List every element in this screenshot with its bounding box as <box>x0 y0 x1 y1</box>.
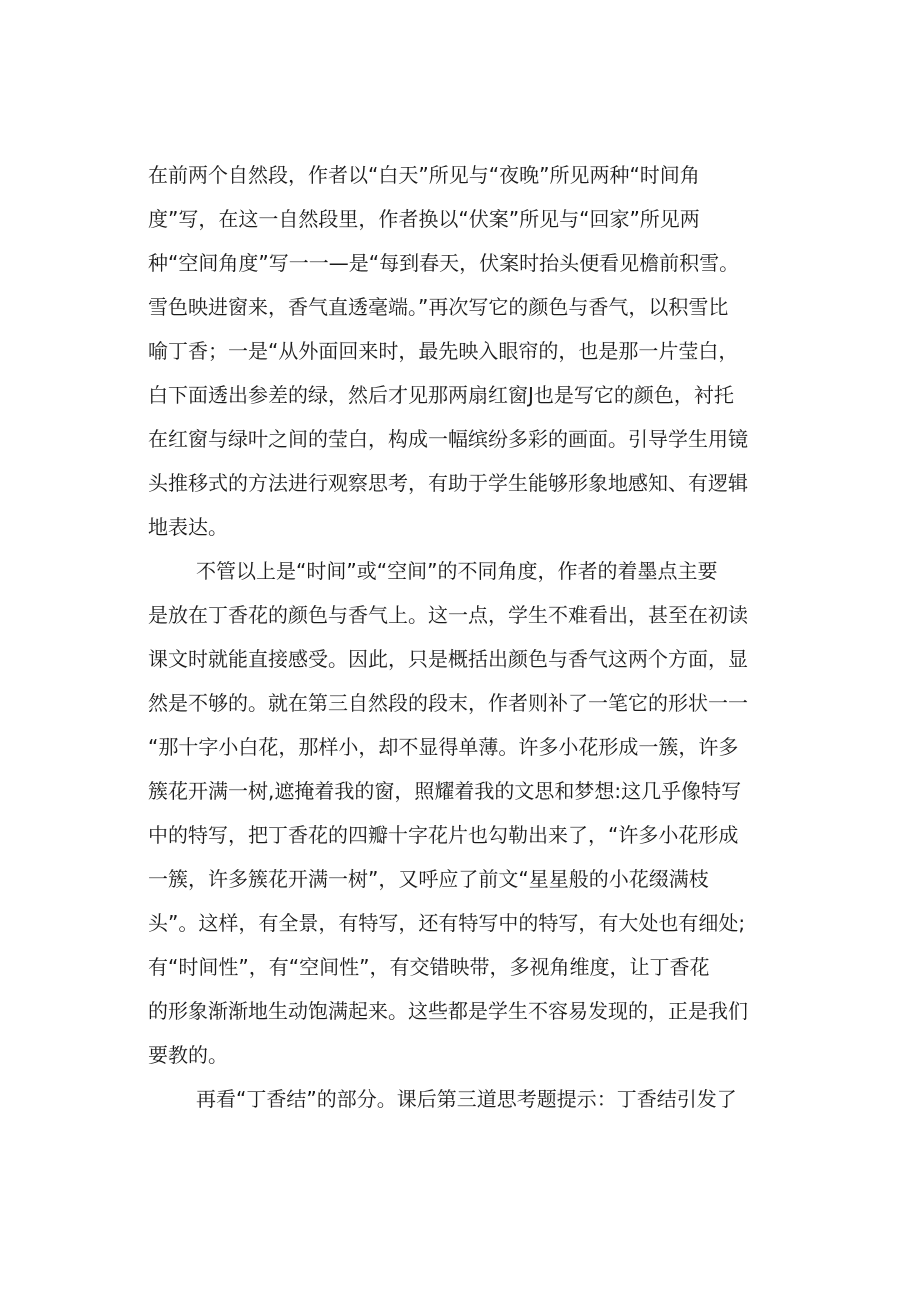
text-line: 地表达。 <box>148 515 228 539</box>
text-line: 再看“丁香结”的部分。课后第三道思考题提示：丁香结引发了 <box>196 1087 737 1111</box>
text-line: 头推移式的方法进行观察思考，有助于学生能够形象地感知、有逻辑 <box>148 471 748 495</box>
text-line: 雪色映进窗来，香气直透毫端。”再次写它的颜色与香气，以积雪比 <box>148 295 729 319</box>
text-line: 课文时就能直接感受。因此，只是概括出颜色与香气这两个方面，显 <box>148 647 748 671</box>
text-line: 的形象渐渐地生动饱满起来。这些都是学生不容易发现的，正是我们 <box>148 999 748 1023</box>
text-line: 头”。这样，有全景，有特写，还有特写中的特写，有大处也有细处; <box>148 911 746 935</box>
text-line: 簇花开满一树,遮掩着我的窗，照耀着我的文思和梦想:这几乎像特写 <box>148 779 742 803</box>
text-line: 种“空间角度”写一一—是“每到春天，伏案时抬头便看见檐前积雪。 <box>148 251 740 275</box>
text-line: 一簇，许多簇花开满一树”，又呼应了前文“星星般的小花缀满枝 <box>148 867 709 891</box>
text-line: 中的特写，把丁香花的四瓣十字花片也勾勒出来了，“许多小花形成 <box>148 823 739 847</box>
text-line: 喻丁香；一是“从外面回来时，最先映入眼帘的，也是那一片莹白， <box>148 339 739 363</box>
text-line: 有“时间性”，有“空间性”，有交错映带，多视角维度，让丁香花 <box>148 955 710 979</box>
text-line: 要教的。 <box>148 1043 228 1067</box>
text-line: 在红窗与绿叶之间的莹白，构成一幅缤纷多彩的画面。引导学生用镜 <box>148 427 748 451</box>
text-line: 白下面透出参差的绿，然后才见那两扇红窗J也是写它的颜色，衬托 <box>148 383 734 407</box>
text-line: 在前两个自然段，作者以“白天”所见与“夜晚”所见两种“时间角 <box>148 163 700 187</box>
text-line: 是放在丁香花的颜色与香气上。这一点，学生不难看出，甚至在初读 <box>148 603 748 627</box>
text-line: 然是不够的。就在第三自然段的段末，作者则补了一笔它的形状一一 <box>148 691 748 715</box>
text-line: “那十字小白花，那样小，却不显得单薄。许多小花形成一簇，许多 <box>148 735 739 759</box>
text-line: 度”写，在这一自然段里，作者换以“伏案”所见与“回家”所见两 <box>148 207 700 231</box>
text-line: 不管以上是“时间”或“空间”的不同角度，作者的着墨点主要 <box>196 559 718 583</box>
